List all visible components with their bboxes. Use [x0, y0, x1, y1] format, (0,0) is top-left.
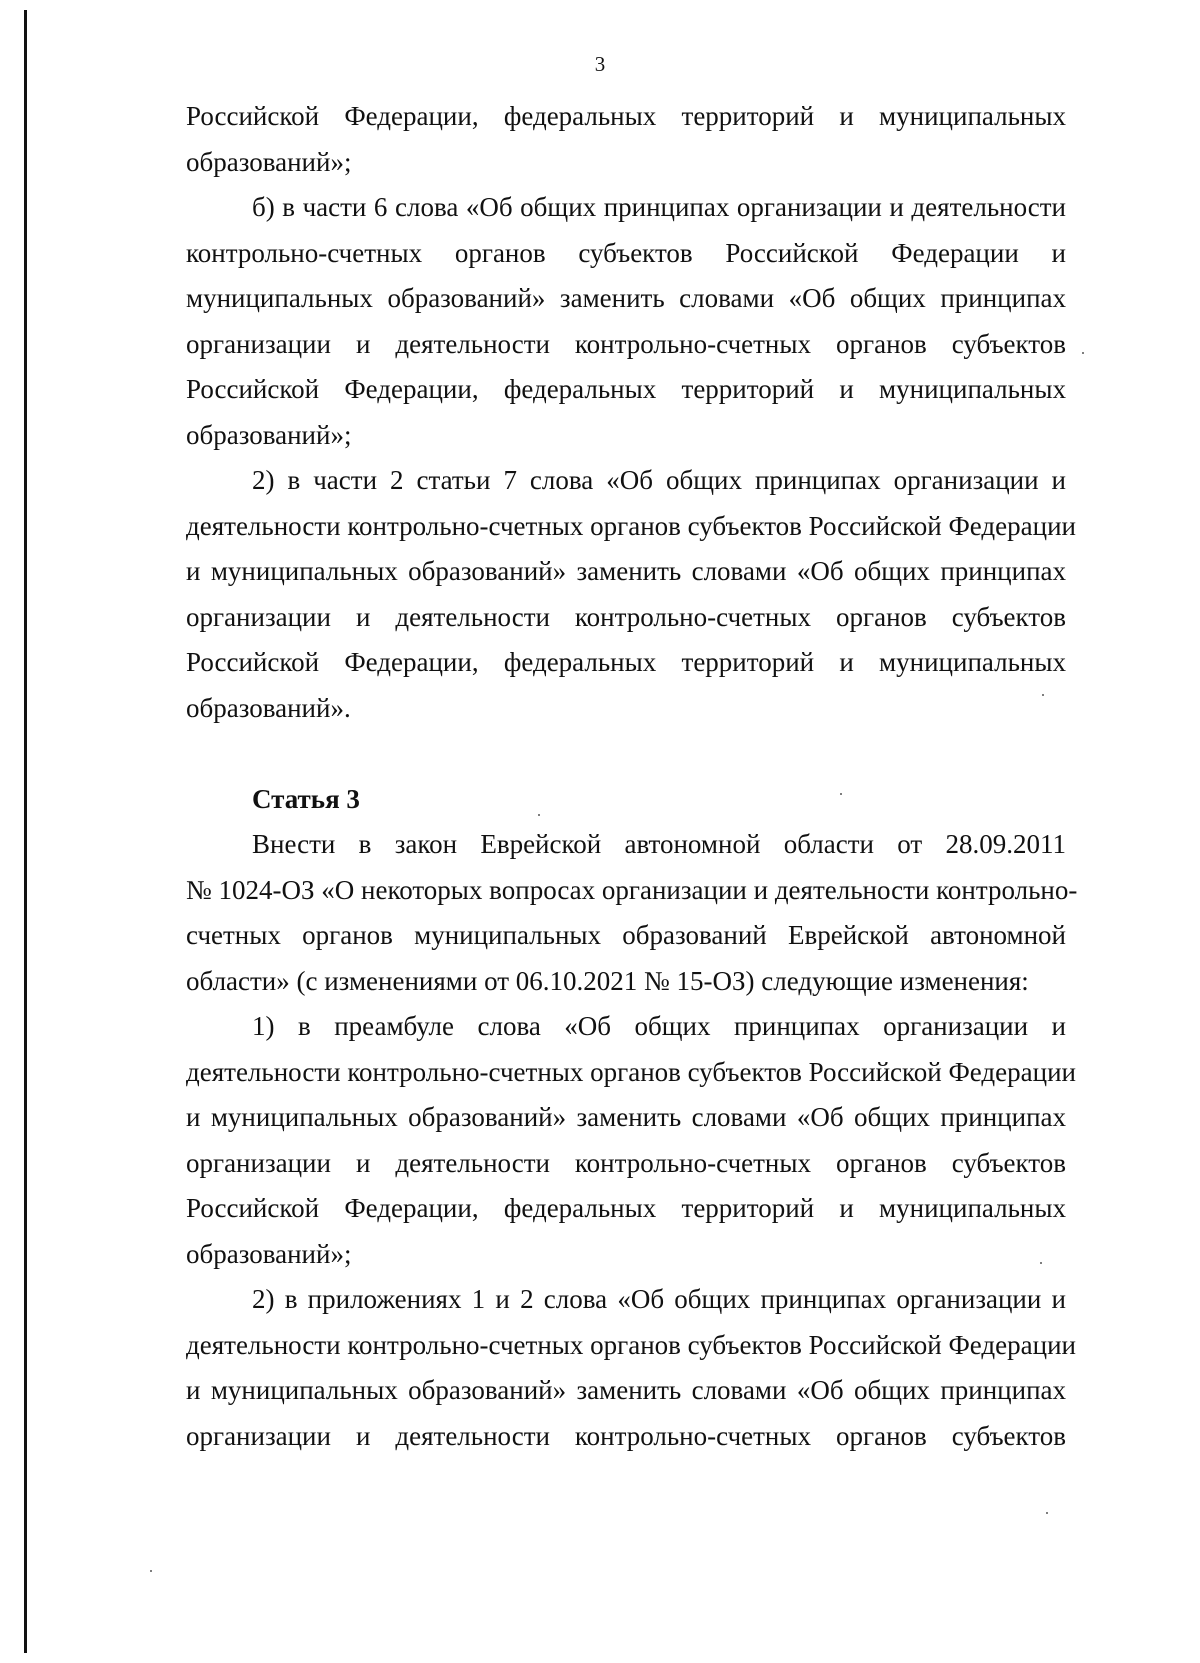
text-line: контрольно-счетных органов субъектов Российской Федерации и	[186, 237, 1066, 268]
text-line: 1) в преамбуле слова «Об общих принципах организации и	[252, 1011, 1066, 1041]
text-line: области» (с изменениями от 06.10.2021 № 15-ОЗ) следующие изменения:	[186, 965, 1029, 996]
text-line: № 1024-ОЗ «О некоторых вопросах организации и деятельности контрольно-	[186, 874, 1078, 905]
scan-speck	[840, 793, 842, 795]
text-line: образований»;	[186, 146, 352, 177]
binding-edge-line	[24, 10, 27, 1653]
text-line: Российской Федерации, федеральных территорий и муниципальных	[186, 374, 1066, 404]
scan-speck	[1082, 352, 1084, 354]
text-line: 2) в приложениях 1 и 2 слова «Об общих принципах организации и	[252, 1284, 1066, 1314]
text-line: деятельности контрольно-счетных органов субъектов Российской Федерации	[186, 510, 1076, 541]
text-line: Внести в закон Еврейской автономной области от 28.09.2011	[252, 829, 1066, 859]
scan-speck	[1040, 1262, 1042, 1264]
text-line: образований».	[186, 692, 351, 723]
text-line: счетных органов муниципальных образований Еврейской автономной	[186, 920, 1066, 950]
text-line: деятельности контрольно-счетных органов субъектов Российской Федерации	[186, 1329, 1076, 1360]
text-line: образований»;	[186, 419, 352, 450]
text-line: организации и деятельности контрольно-счетных органов субъектов	[186, 601, 1066, 632]
scan-speck	[150, 1570, 152, 1572]
text-line: образований»;	[186, 1238, 352, 1269]
scan-speck	[1042, 694, 1044, 696]
text-line: организации и деятельности контрольно-счетных органов субъектов	[186, 1420, 1066, 1451]
text-line: организации и деятельности контрольно-счетных органов субъектов	[186, 328, 1066, 359]
article-heading: Статья 3	[252, 783, 360, 814]
scan-speck	[1046, 1512, 1048, 1514]
document-body	[186, 94, 1078, 1459]
text-line: б) в части 6 слова «Об общих принципах организации и деятельности	[252, 192, 1066, 222]
text-line: деятельности контрольно-счетных органов субъектов Российской Федерации	[186, 1056, 1076, 1087]
text-line: 2) в части 2 статьи 7 слова «Об общих принципах организации и	[252, 465, 1066, 495]
page-number: 3	[594, 52, 606, 76]
paragraph-gap	[186, 731, 1066, 777]
text-line: и муниципальных образований» заменить словами «Об общих принципах	[186, 1375, 1066, 1405]
text-line: и муниципальных образований» заменить словами «Об общих принципах	[186, 1102, 1066, 1132]
text-line: организации и деятельности контрольно-счетных органов субъектов	[186, 1147, 1066, 1178]
text-line: Российской Федерации, федеральных территорий и муниципальных	[186, 101, 1066, 131]
text-line: и муниципальных образований» заменить словами «Об общих принципах	[186, 556, 1066, 586]
text-line: муниципальных образований» заменить словами «Об общих принципах	[186, 283, 1066, 313]
text-line: Российской Федерации, федеральных территорий и муниципальных	[186, 647, 1066, 677]
scan-speck	[538, 814, 540, 816]
text-line: Российской Федерации, федеральных территорий и муниципальных	[186, 1193, 1066, 1223]
